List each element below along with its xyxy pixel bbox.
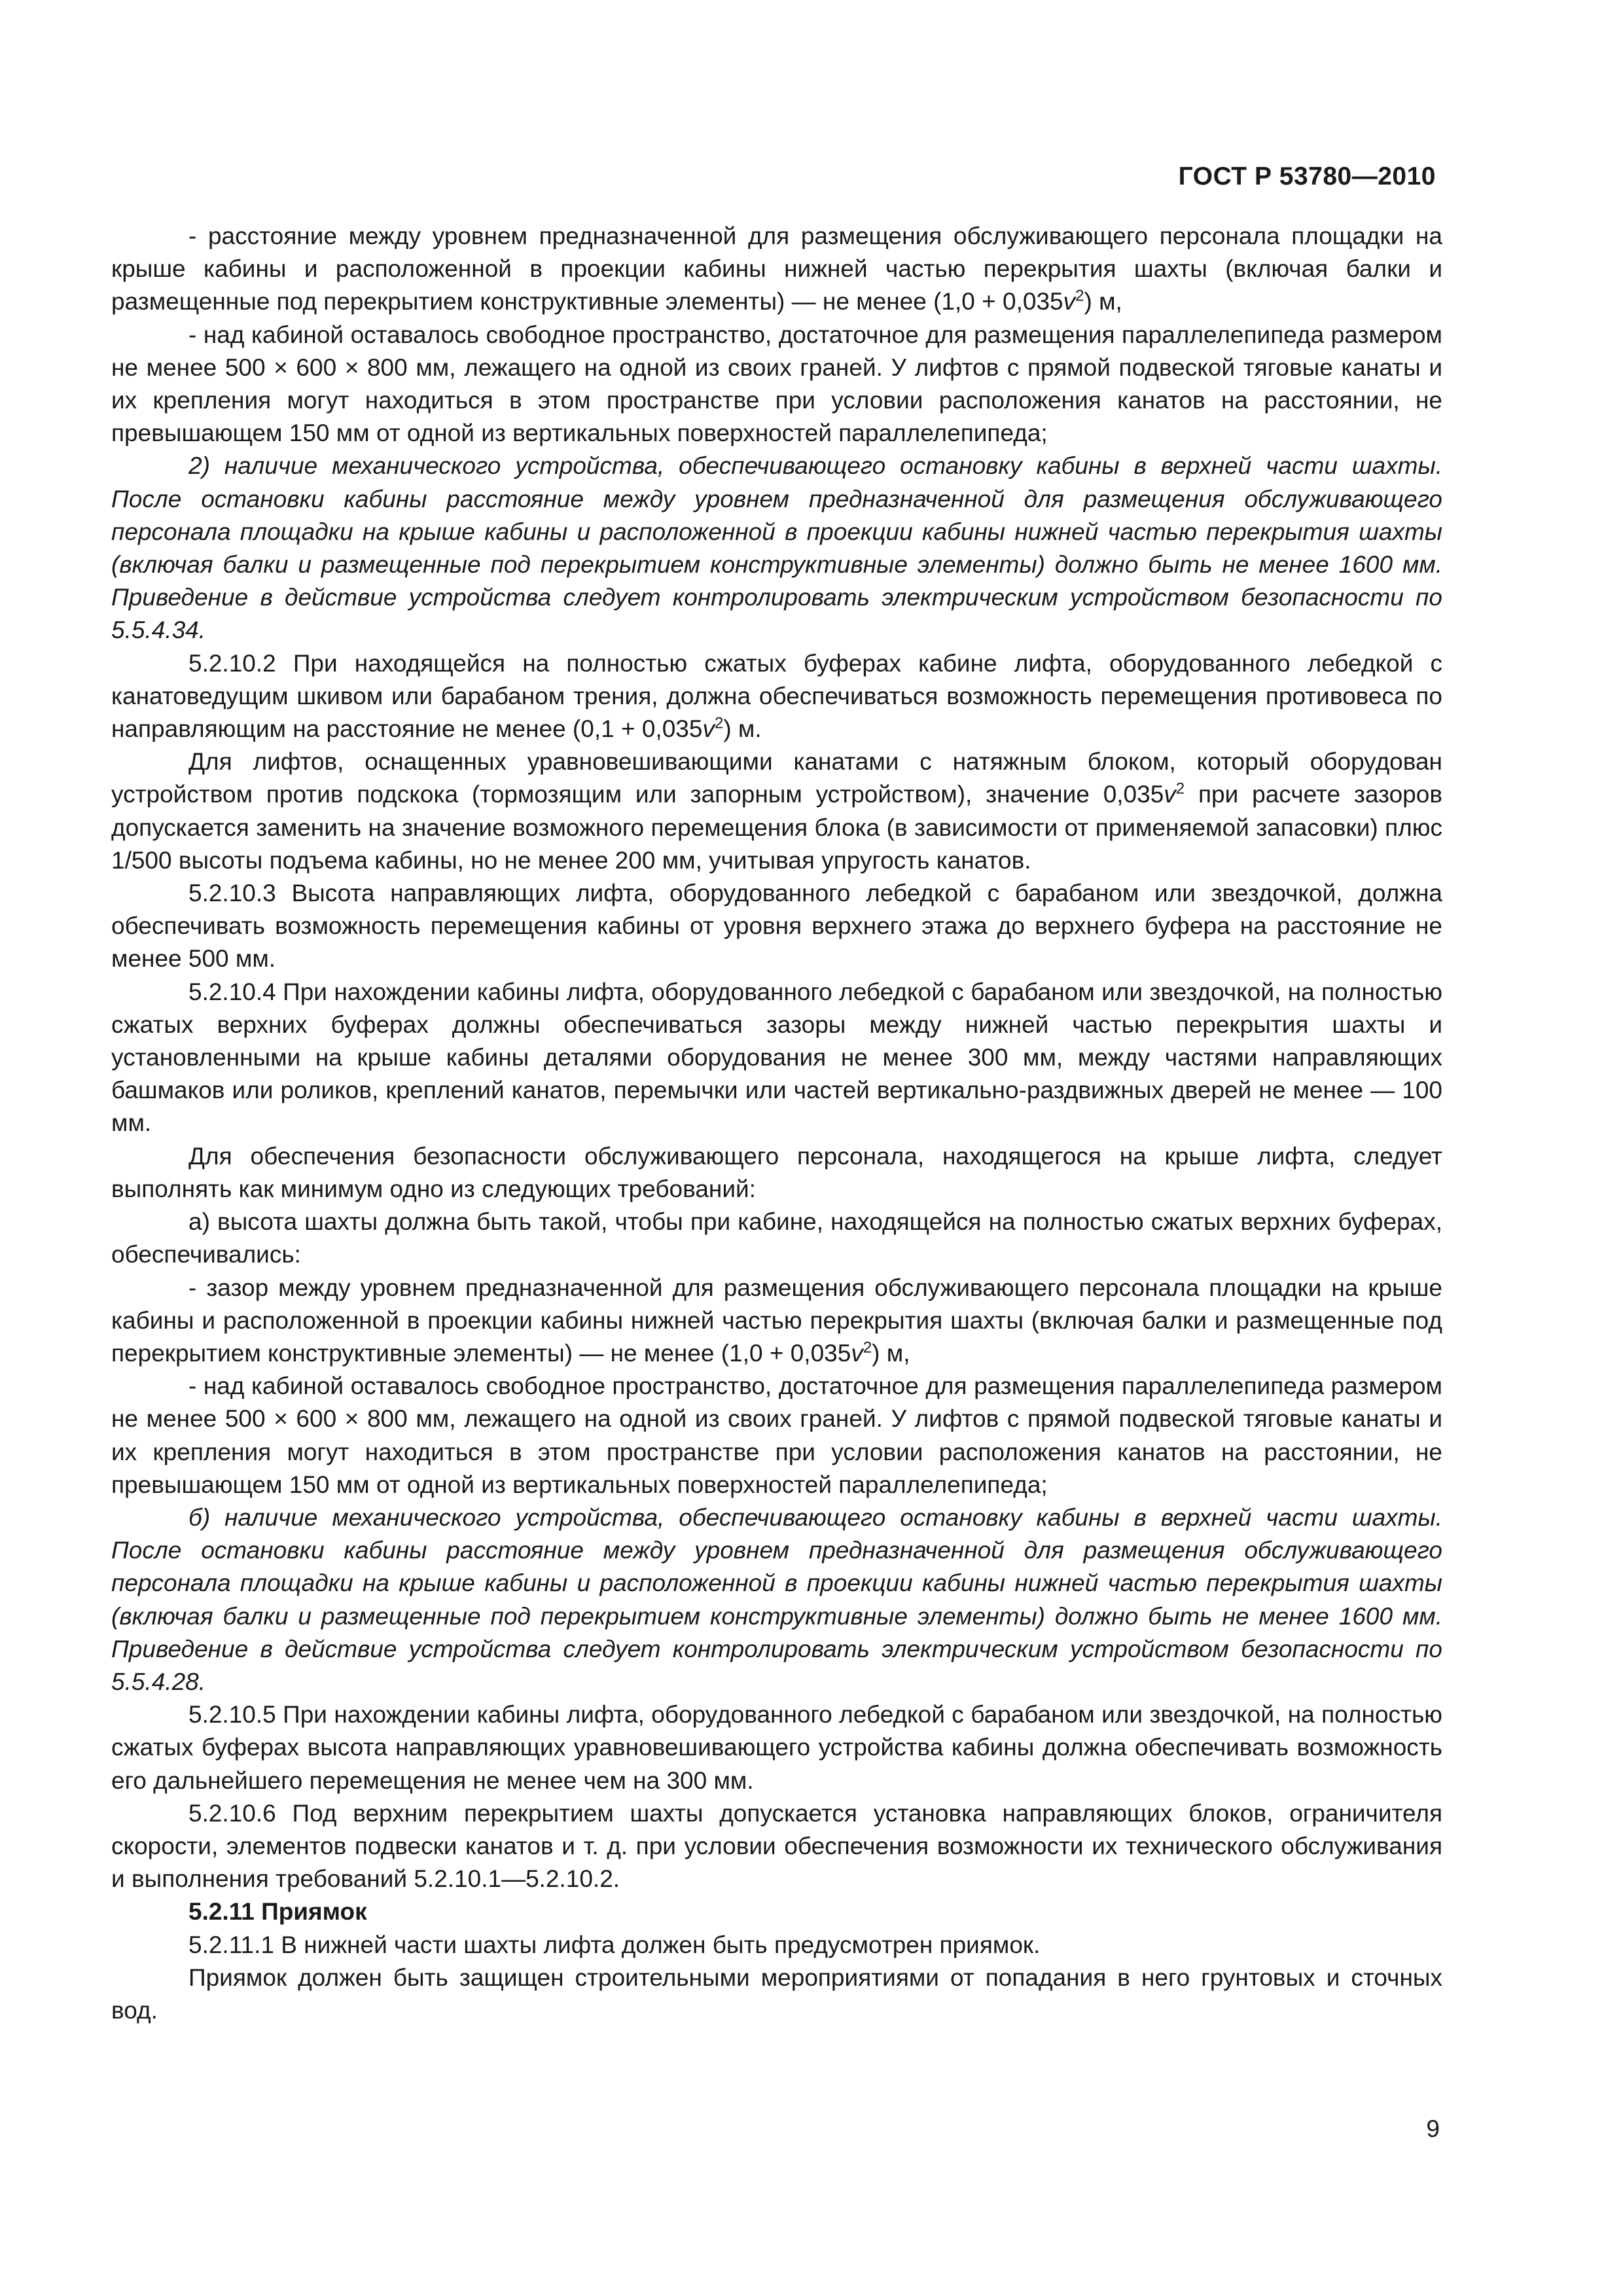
paragraph-mechanical-device-2: 2) наличие механического устройства, обеспечивающего остановку кабины в верхней части шахты. После остановки кабины расстояние между уровнем предназначенной для размещения обслуживающего персонала площадки на крыше кабины и расположенной в проекции кабины нижней частью перекрытия шахты (включая балки и размещенные под перекрытием конструктивные элементы) должно быть не менее 1600 мм. Приведение в действие устройства следует контролировать электрическим устройством безопасности по 5.5.4.34. bbox=[111, 452, 1442, 644]
document-body bbox=[111, 220, 1442, 2027]
paragraph-free-space: - над кабиной оставалось свободное пространство, достаточное для размещения параллелепипеда размером не менее 500 × 600 × 800 мм, лежащего на одной из своих граней. У лифтов с прямой подвеской тяговые канаты и их крепления могут находиться в этом пространстве при условии расположения канатов на расстоянии, не превышающем 150 мм от одной из вертикальных поверхностей параллелепипеда; bbox=[111, 321, 1442, 447]
document-header: ГОСТ Р 53780—2010 bbox=[1178, 162, 1436, 190]
paragraph-5-2-10-5: 5.2.10.5 При нахождении кабины лифта, оборудованного лебедкой с барабаном или звездочкой, на полностью сжатых буферах высота направляющих уравновешивающего устройства кабины должна обеспечивать возможность его дальнейшего перемещения не менее чем на 300 мм. bbox=[111, 1701, 1442, 1794]
paragraph-5-2-10-2: 5.2.10.2 При находящейся на полностью сжатых буферах кабине лифта, оборудованного лебедкой с канатоведущим шкивом или барабаном трения, должна обеспечиваться возможность перемещения противовеса по направляющим на расстояние не менее $(0,1 + 0,035v^2)$ м. bbox=[111, 649, 1442, 743]
paragraph-compensating-ropes: Для лифтов, оснащенных уравновешивающими канатами с натяжным блоком, который оборудован устройством против подскока (тормозящим или запорным устройством), значение $0,035v^2$ при расчете зазоров допускается заменить на значение возможного перемещения блока (в зависимости от применяемой запасовки) плюс 1/500 высоты подъема кабины, но не менее 200 мм, учитывая упругость канатов. bbox=[111, 748, 1442, 874]
paragraph-distance-platform: - расстояние между уровнем предназначенной для размещения обслуживающего персонала площадки на крыше кабины и расположенной в проекции кабины нижней частью перекрытия шахты (включая балки и размещенные под перекрытием конструктивные элементы) — не менее $(1,0 + 0,035v^2)$ м, bbox=[111, 223, 1442, 315]
paragraph-5-2-10-3: 5.2.10.3 Высота направляющих лифта, оборудованного лебедкой с барабаном или звездочкой, должна обеспечивать возможность перемещения кабины от уровня верхнего этажа до верхнего буфера на расстояние не менее 500 мм. bbox=[111, 880, 1442, 973]
paragraph-mechanical-device-b: б) наличие механического устройства, обеспечивающего остановку кабины в верхней части шахты. После остановки кабины расстояние между уровнем предназначенной для размещения обслуживающего персонала площадки на крыше кабины и расположенной в проекции кабины нижней частью перекрытия шахты (включая балки и размещенные под перекрытием конструктивные элементы) должно быть не менее 1600 мм. Приведение в действие устройства следует контролировать электрическим устройством безопасности по 5.5.4.28. bbox=[111, 1503, 1442, 1695]
paragraph-5-2-10-6: 5.2.10.6 Под верхним перекрытием шахты допускается установка направляющих блоков, ограничителя скорости, элементов подвески канатов и т. д. при условии обеспечения возможности их технического обслуживания и выполнения требований 5.2.10.1—5.2.10.2. bbox=[111, 1799, 1442, 1893]
paragraph-free-space-2: - над кабиной оставалось свободное пространство, достаточное для размещения параллелепипеда размером не менее 500 × 600 × 800 мм, лежащего на одной из своих граней. У лифтов с прямой подвеской тяговые канаты и их крепления могут находиться в этом пространстве при условии расположения канатов на расстоянии, не превышающем 150 мм от одной из вертикальных поверхностей параллелепипеда; bbox=[111, 1372, 1442, 1498]
paragraph-5-2-10-4: 5.2.10.4 При нахождении кабины лифта, оборудованного лебедкой с барабаном или звездочкой, на полностью сжатых верхних буферах должны обеспечиваться зазоры между нижней частью перекрытия шахты и установленными на крыше кабины деталями оборудования не менее 300 мм, между частями направляющих башмаков или роликов, креплений канатов, перемычки или частей вертикально-раздвижных дверей не менее — 100 мм. bbox=[111, 978, 1442, 1137]
section-heading-5-2-11: 5.2.11 Приямок bbox=[188, 1898, 367, 1926]
paragraph-clearance: - зазор между уровнем предназначенной для размещения обслуживающего персонала площадки на крыше кабины и расположенной в проекции кабины нижней частью перекрытия шахты (включая балки и размещенные под перекрытием конструктивные элементы) — не менее $(1,0 + 0,035v^2)$ м, bbox=[111, 1274, 1442, 1367]
page-number: 9 bbox=[1426, 2115, 1440, 2142]
paragraph-safety-requirements: Для обеспечения безопасности обслуживающего персонала, находящегося на крыше лифта, следует выполнять как минимум одно из следующих требований: bbox=[111, 1142, 1442, 1202]
paragraph-5-2-11-1: 5.2.11.1 В нижней части шахты лифта должен быть предусмотрен приямок. bbox=[188, 1931, 1041, 1958]
paragraph-item-a: а) высота шахты должна быть такой, чтобы при кабине, находящейся на полностью сжатых верхних буферах, обеспечивались: bbox=[111, 1208, 1442, 1268]
paragraph-pit-protection: Приямок должен быть защищен строительными мероприятиями от попадания в него грунтовых и сточных вод. bbox=[111, 1964, 1442, 2024]
